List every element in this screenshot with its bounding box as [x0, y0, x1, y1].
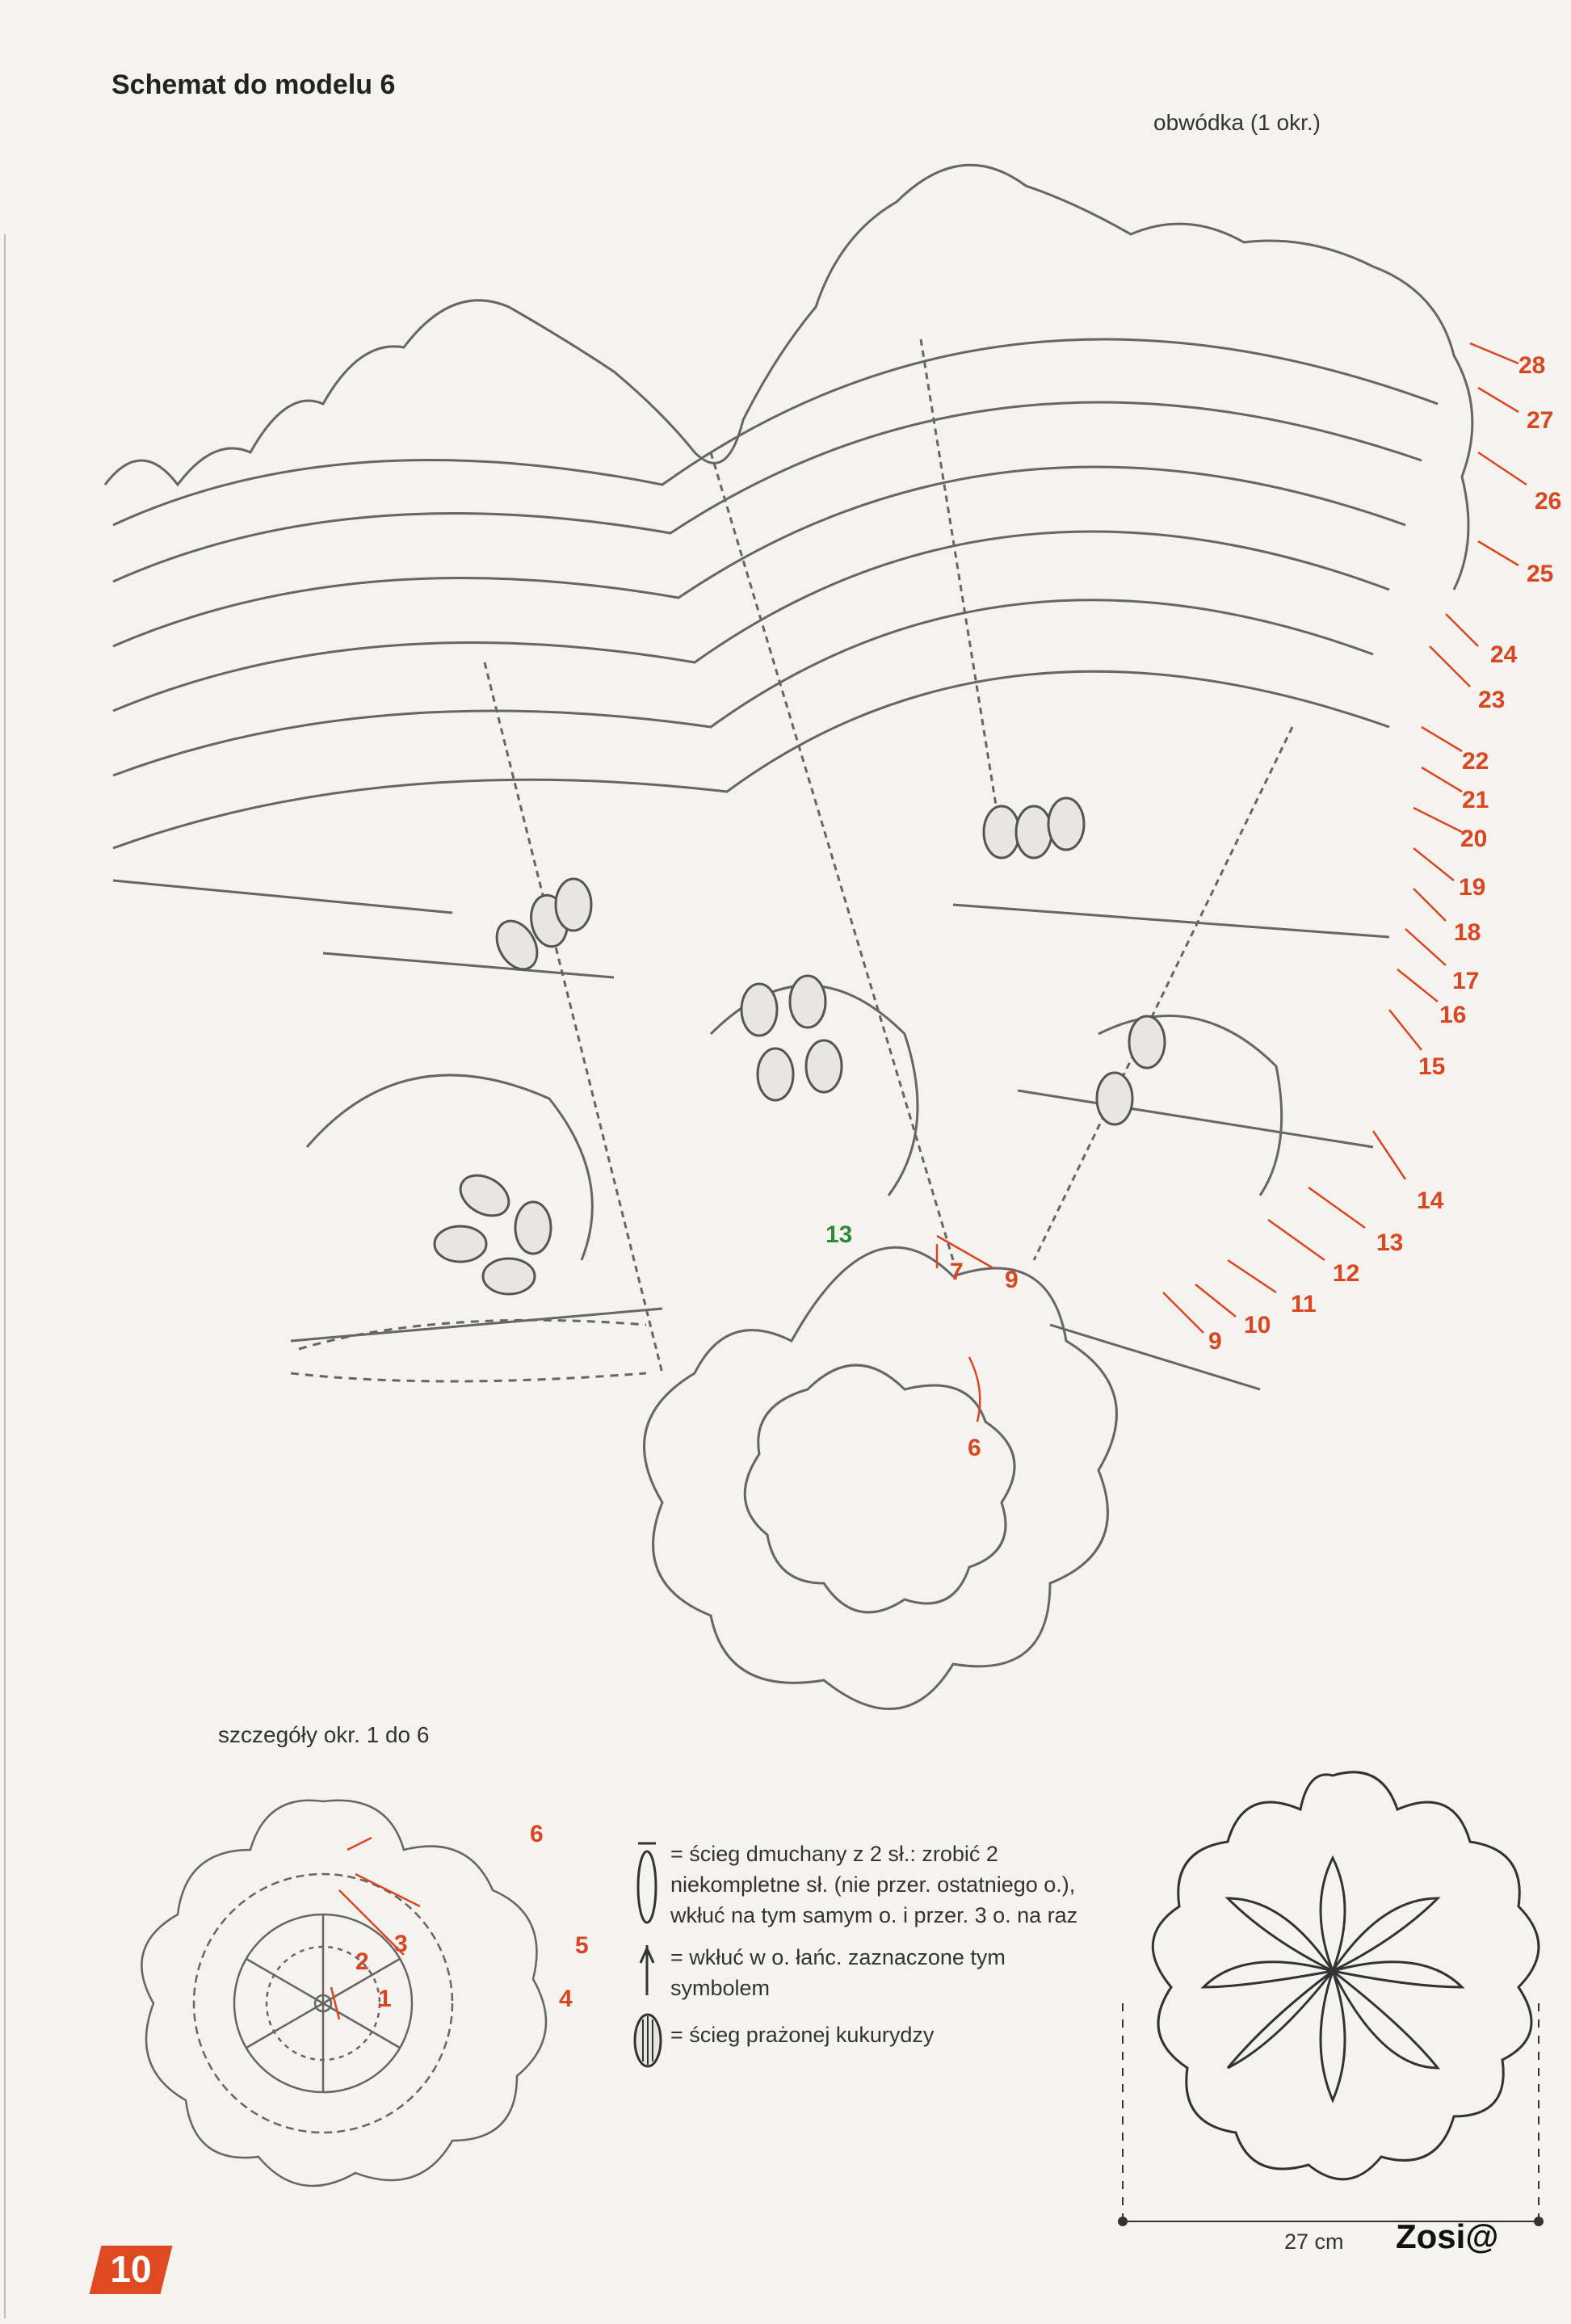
round-label-center-7: 7 — [950, 1259, 964, 1285]
detail-label-3: 3 — [394, 1931, 408, 1957]
round-label-center-6: 6 — [968, 1435, 981, 1461]
round-label-28: 28 — [1518, 352, 1546, 379]
legend — [630, 1839, 1082, 2050]
round-labels-detail — [355, 1821, 589, 2012]
round-label-18: 18 — [1454, 919, 1481, 946]
round-label-22: 22 — [1462, 748, 1489, 775]
round-label-27: 27 — [1527, 407, 1554, 434]
signature: Zosi@ — [1396, 2217, 1499, 2255]
detail-rounds-chart — [97, 1761, 646, 2213]
round-label-19: 19 — [1459, 874, 1486, 901]
round-label-16: 16 — [1439, 1002, 1467, 1028]
legend-text-insert: = wkłuć w o. łańc. zaznaczone tym symbolem — [670, 1945, 1006, 2000]
detail-caption: szczegóły okr. 1 do 6 — [218, 1722, 430, 1747]
legend-text-puff: = ścieg dmuchany z 2 sł.: zrobić 2 niekompletne sł. (nie przer. ostatniego o.), wkłuć na tym samym o. i przer. 3 o. na raz — [670, 1842, 1078, 1927]
round-label-17: 17 — [1452, 968, 1480, 994]
round-labels-right — [1417, 352, 1561, 1214]
detail-label-6: 6 — [530, 1821, 544, 1847]
round-label-21: 21 — [1462, 787, 1489, 813]
page-title: Schemat do modelu 6 — [111, 69, 396, 100]
legend-item-puff — [630, 1839, 1082, 1931]
round-label-20: 20 — [1460, 826, 1488, 852]
popcorn-stitch-icon — [630, 2008, 666, 2073]
legend-text-popcorn: = ścieg prażonej kukurydzy — [670, 2023, 935, 2047]
round-label-13: 13 — [1376, 1229, 1404, 1256]
round-label-25: 25 — [1527, 561, 1554, 587]
detail-label-5: 5 — [575, 1932, 589, 1959]
edging-note: obwódka (1 okr.) — [1153, 110, 1321, 135]
puff-stitch-icon — [633, 1839, 661, 1927]
insert-hook-icon — [633, 1942, 661, 1998]
detail-label-2: 2 — [355, 1948, 369, 1975]
round-label-15: 15 — [1418, 1053, 1446, 1080]
round-label-23: 23 — [1478, 687, 1506, 713]
round-label-12: 12 — [1333, 1260, 1360, 1287]
legend-item-insert — [630, 1942, 1082, 2003]
edging-scallops — [105, 165, 1472, 590]
page-number: 10 — [110, 2248, 152, 2290]
round-label-center-9: 9 — [1005, 1267, 1019, 1293]
detail-label-1: 1 — [378, 1986, 392, 2012]
round-label-11: 11 — [1291, 1291, 1317, 1317]
legend-item-popcorn — [630, 2019, 1082, 2050]
central-flower — [645, 1247, 1117, 1708]
round-label-24: 24 — [1490, 641, 1518, 668]
round-label-14: 14 — [1417, 1187, 1444, 1214]
dimension-label: 27 cm — [1284, 2229, 1344, 2254]
round-label-26: 26 — [1535, 488, 1562, 515]
detail-label-4: 4 — [559, 1986, 573, 2012]
round-label-9: 9 — [1208, 1328, 1222, 1355]
finished-doily-preview — [1115, 1761, 1551, 2262]
round-labels-bottom — [1208, 1229, 1403, 1355]
round-label-10: 10 — [1244, 1312, 1271, 1339]
round-label-center-13: 13 — [825, 1221, 853, 1248]
